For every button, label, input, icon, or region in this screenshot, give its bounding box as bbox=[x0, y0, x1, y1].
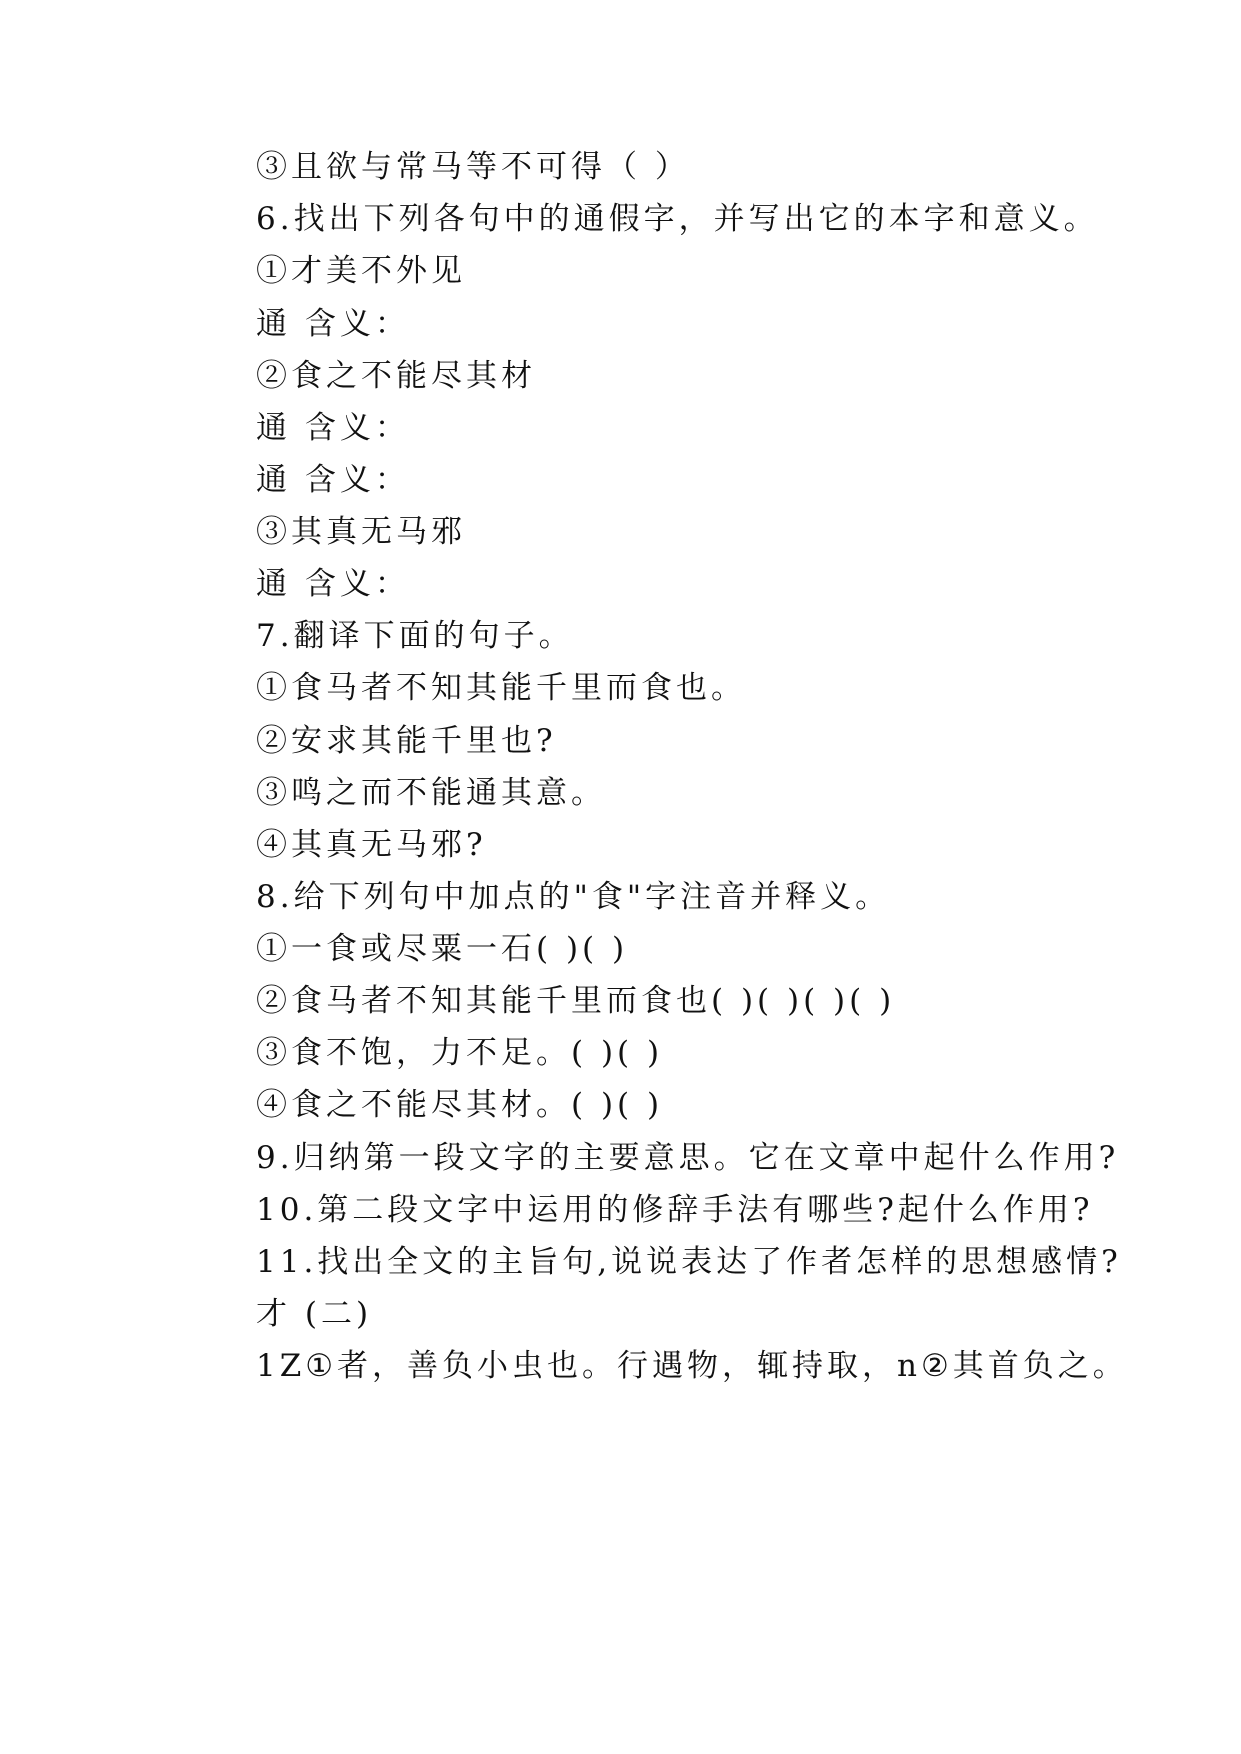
text-line: ②食马者不知其能千里而食也( )( )( )( ) bbox=[256, 983, 896, 1019]
text-line: ②食之不能尽其材 bbox=[256, 358, 536, 394]
question-11: 11.找出全文的主旨句,说说表达了作者怎样的思想感情? bbox=[256, 1244, 1122, 1280]
text-line: ③其真无马邪 bbox=[256, 514, 466, 550]
text-line: ①才美不外见 bbox=[256, 253, 466, 289]
text-line: ③且欲与常马等不可得（ ） bbox=[256, 149, 690, 185]
text-line: ④食之不能尽其材。( )( ) bbox=[256, 1087, 664, 1123]
answer-line: 通 含义： bbox=[256, 306, 410, 342]
section-heading: 才 (二) bbox=[256, 1296, 373, 1332]
text-line: ③食不饱，力不足。( )( ) bbox=[256, 1035, 664, 1071]
answer-line: 通 含义： bbox=[256, 566, 410, 602]
question-10: 10.第二段文字中运用的修辞手法有哪些?起什么作用? bbox=[256, 1192, 1094, 1228]
text-line: ③鸣之而不能通其意。 bbox=[256, 775, 606, 811]
text-line: ①一食或尽粟一石( )( ) bbox=[256, 931, 629, 967]
answer-line: 通 含义： bbox=[256, 410, 410, 446]
text-line: ④其真无马邪? bbox=[256, 827, 487, 863]
text-line: ①食马者不知其能千里而食也。 bbox=[256, 670, 746, 706]
question-8: 8.给下列句中加点的"食"字注音并释义。 bbox=[256, 879, 891, 915]
text-line: ②安求其能千里也? bbox=[256, 723, 557, 759]
answer-line: 通 含义： bbox=[256, 462, 410, 498]
passage-line: 1Z①者，善负小虫也。行遇物，辄持取，n②其首负之。 bbox=[256, 1348, 1128, 1384]
question-6: 6.找出下列各句中的通假字，并写出它的本字和意义。 bbox=[256, 201, 1099, 237]
question-7: 7.翻译下面的句子。 bbox=[256, 618, 574, 654]
question-9: 9.归纳第一段文字的主要意思。它在文章中起什么作用? bbox=[256, 1140, 1120, 1176]
